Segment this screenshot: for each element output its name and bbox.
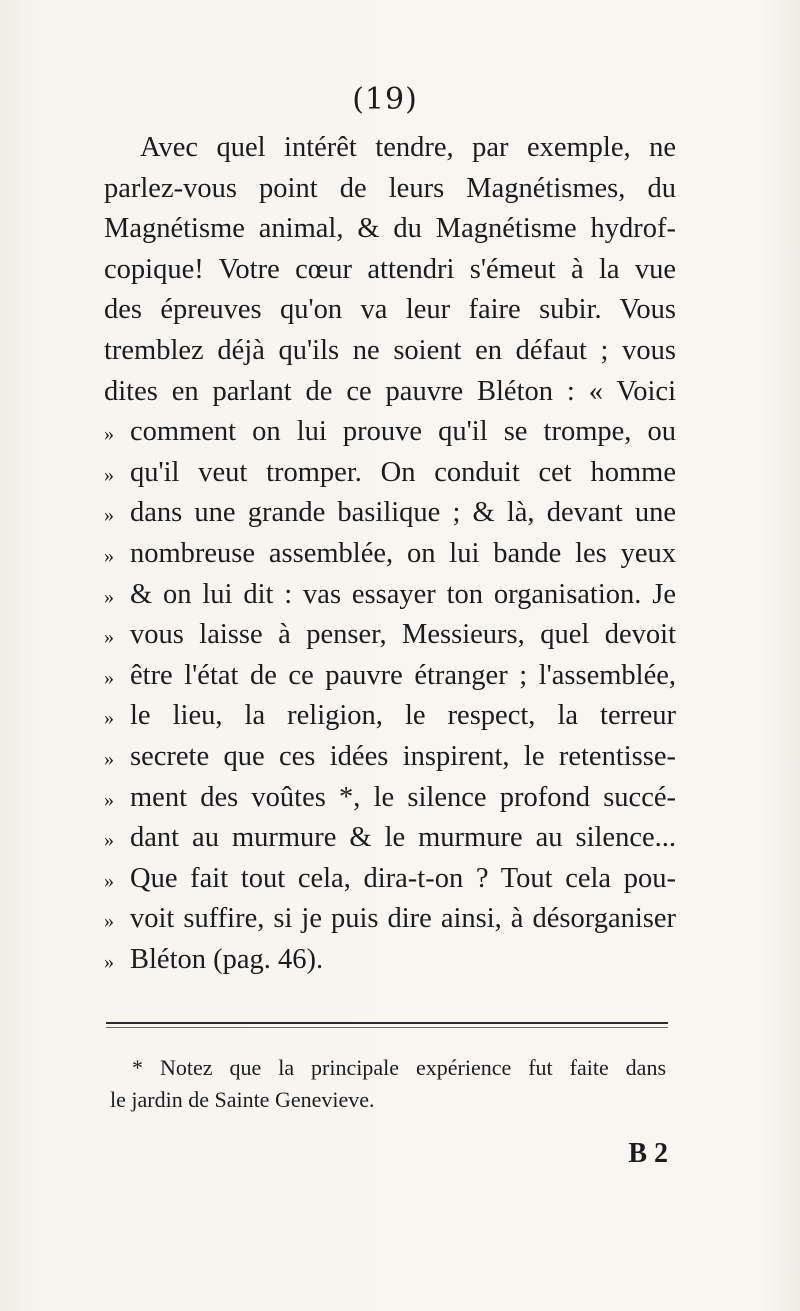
text-line	[104, 899, 676, 940]
line-text: vous laisse à penser, Messieurs, quel devoit	[130, 619, 676, 651]
quote-mark: »	[104, 910, 114, 933]
quote-mark: »	[104, 829, 114, 852]
text-line	[104, 696, 676, 737]
quote-mark: »	[104, 463, 114, 486]
line-text: des épreuves qu'on va leur faire subir. Vous	[104, 294, 676, 326]
text-line	[104, 250, 676, 291]
line-text: copique! Votre cœur attendri s'émeut à la vue	[104, 253, 676, 285]
text-line	[104, 331, 676, 372]
quote-mark: »	[104, 626, 114, 649]
quote-mark: »	[104, 869, 114, 892]
text-line	[104, 169, 676, 210]
line-text: voit suffire, si je puis dire ainsi, à désorganiser	[130, 903, 676, 935]
line-text: tremblez déjà qu'ils ne soient en défaut ; vous	[104, 334, 676, 366]
quote-mark: »	[104, 707, 114, 730]
line-text: secrete que ces idées inspirent, le retentisse-	[130, 740, 676, 772]
quote-mark: »	[104, 585, 114, 608]
line-text: nombreuse assemblée, on lui bande les yeux	[130, 537, 676, 569]
line-text: qu'il veut tromper. On conduit cet homme	[130, 456, 676, 488]
line-text: Que fait tout cela, dira-t-on ? Tout cela pou-	[130, 862, 676, 894]
text-line	[104, 534, 676, 575]
footnote	[110, 1052, 666, 1116]
quote-mark: »	[104, 666, 114, 689]
text-line	[104, 940, 676, 981]
text-line	[104, 209, 676, 250]
line-text: être l'état de ce pauvre étranger ; l'assemblée,	[130, 659, 676, 691]
text-line	[104, 575, 676, 616]
text-line	[104, 412, 676, 453]
body-text	[104, 128, 676, 980]
line-text: dans une grande basilique ; & là, devant une	[130, 497, 676, 529]
line-text: & on lui dit : vas essayer ton organisation. Je	[130, 578, 676, 610]
line-text: Avec quel intérêt tendre, par exemple, ne	[140, 132, 676, 163]
footnote-line: le jardin de Sainte Genevieve.	[110, 1087, 375, 1112]
text-line	[104, 859, 676, 900]
signature-mark: B 2	[628, 1138, 668, 1169]
line-text: parlez-vous point de leurs Magnétismes, du	[104, 172, 676, 204]
quote-mark: »	[104, 747, 114, 770]
quote-mark: »	[104, 544, 114, 567]
text-line	[104, 778, 676, 819]
quote-mark: »	[104, 423, 114, 446]
text-line	[104, 818, 676, 859]
line-text: ment des voûtes *, le silence profond succé-	[130, 781, 676, 813]
footnote-divider	[106, 1022, 668, 1024]
quote-mark: »	[104, 788, 114, 811]
text-line	[104, 656, 676, 697]
footnote-line: * Notez que la principale expérience fut faite dans	[132, 1055, 666, 1080]
text-line	[104, 737, 676, 778]
line-text: le lieu, la religion, le respect, la terreur	[130, 700, 676, 732]
text-line	[104, 493, 676, 534]
page-number: (19)	[352, 82, 418, 117]
line-text: Bléton (pag. 46).	[130, 943, 324, 975]
line-text: comment on lui prouve qu'il se trompe, ou	[130, 416, 676, 448]
text-line	[104, 453, 676, 494]
line-text: Magnétisme animal, & du Magnétisme hydrof-	[104, 213, 676, 245]
text-line	[104, 290, 676, 331]
text-line	[104, 372, 676, 413]
line-text: dites en parlant de ce pauvre Bléton : « Voici	[104, 375, 676, 407]
footnote-divider-thin	[106, 1027, 668, 1028]
text-line	[104, 128, 676, 169]
quote-mark: »	[104, 950, 114, 973]
line-text: dant au murmure & le murmure au silence...	[130, 822, 676, 854]
text-line	[104, 615, 676, 656]
quote-mark: »	[104, 504, 114, 527]
